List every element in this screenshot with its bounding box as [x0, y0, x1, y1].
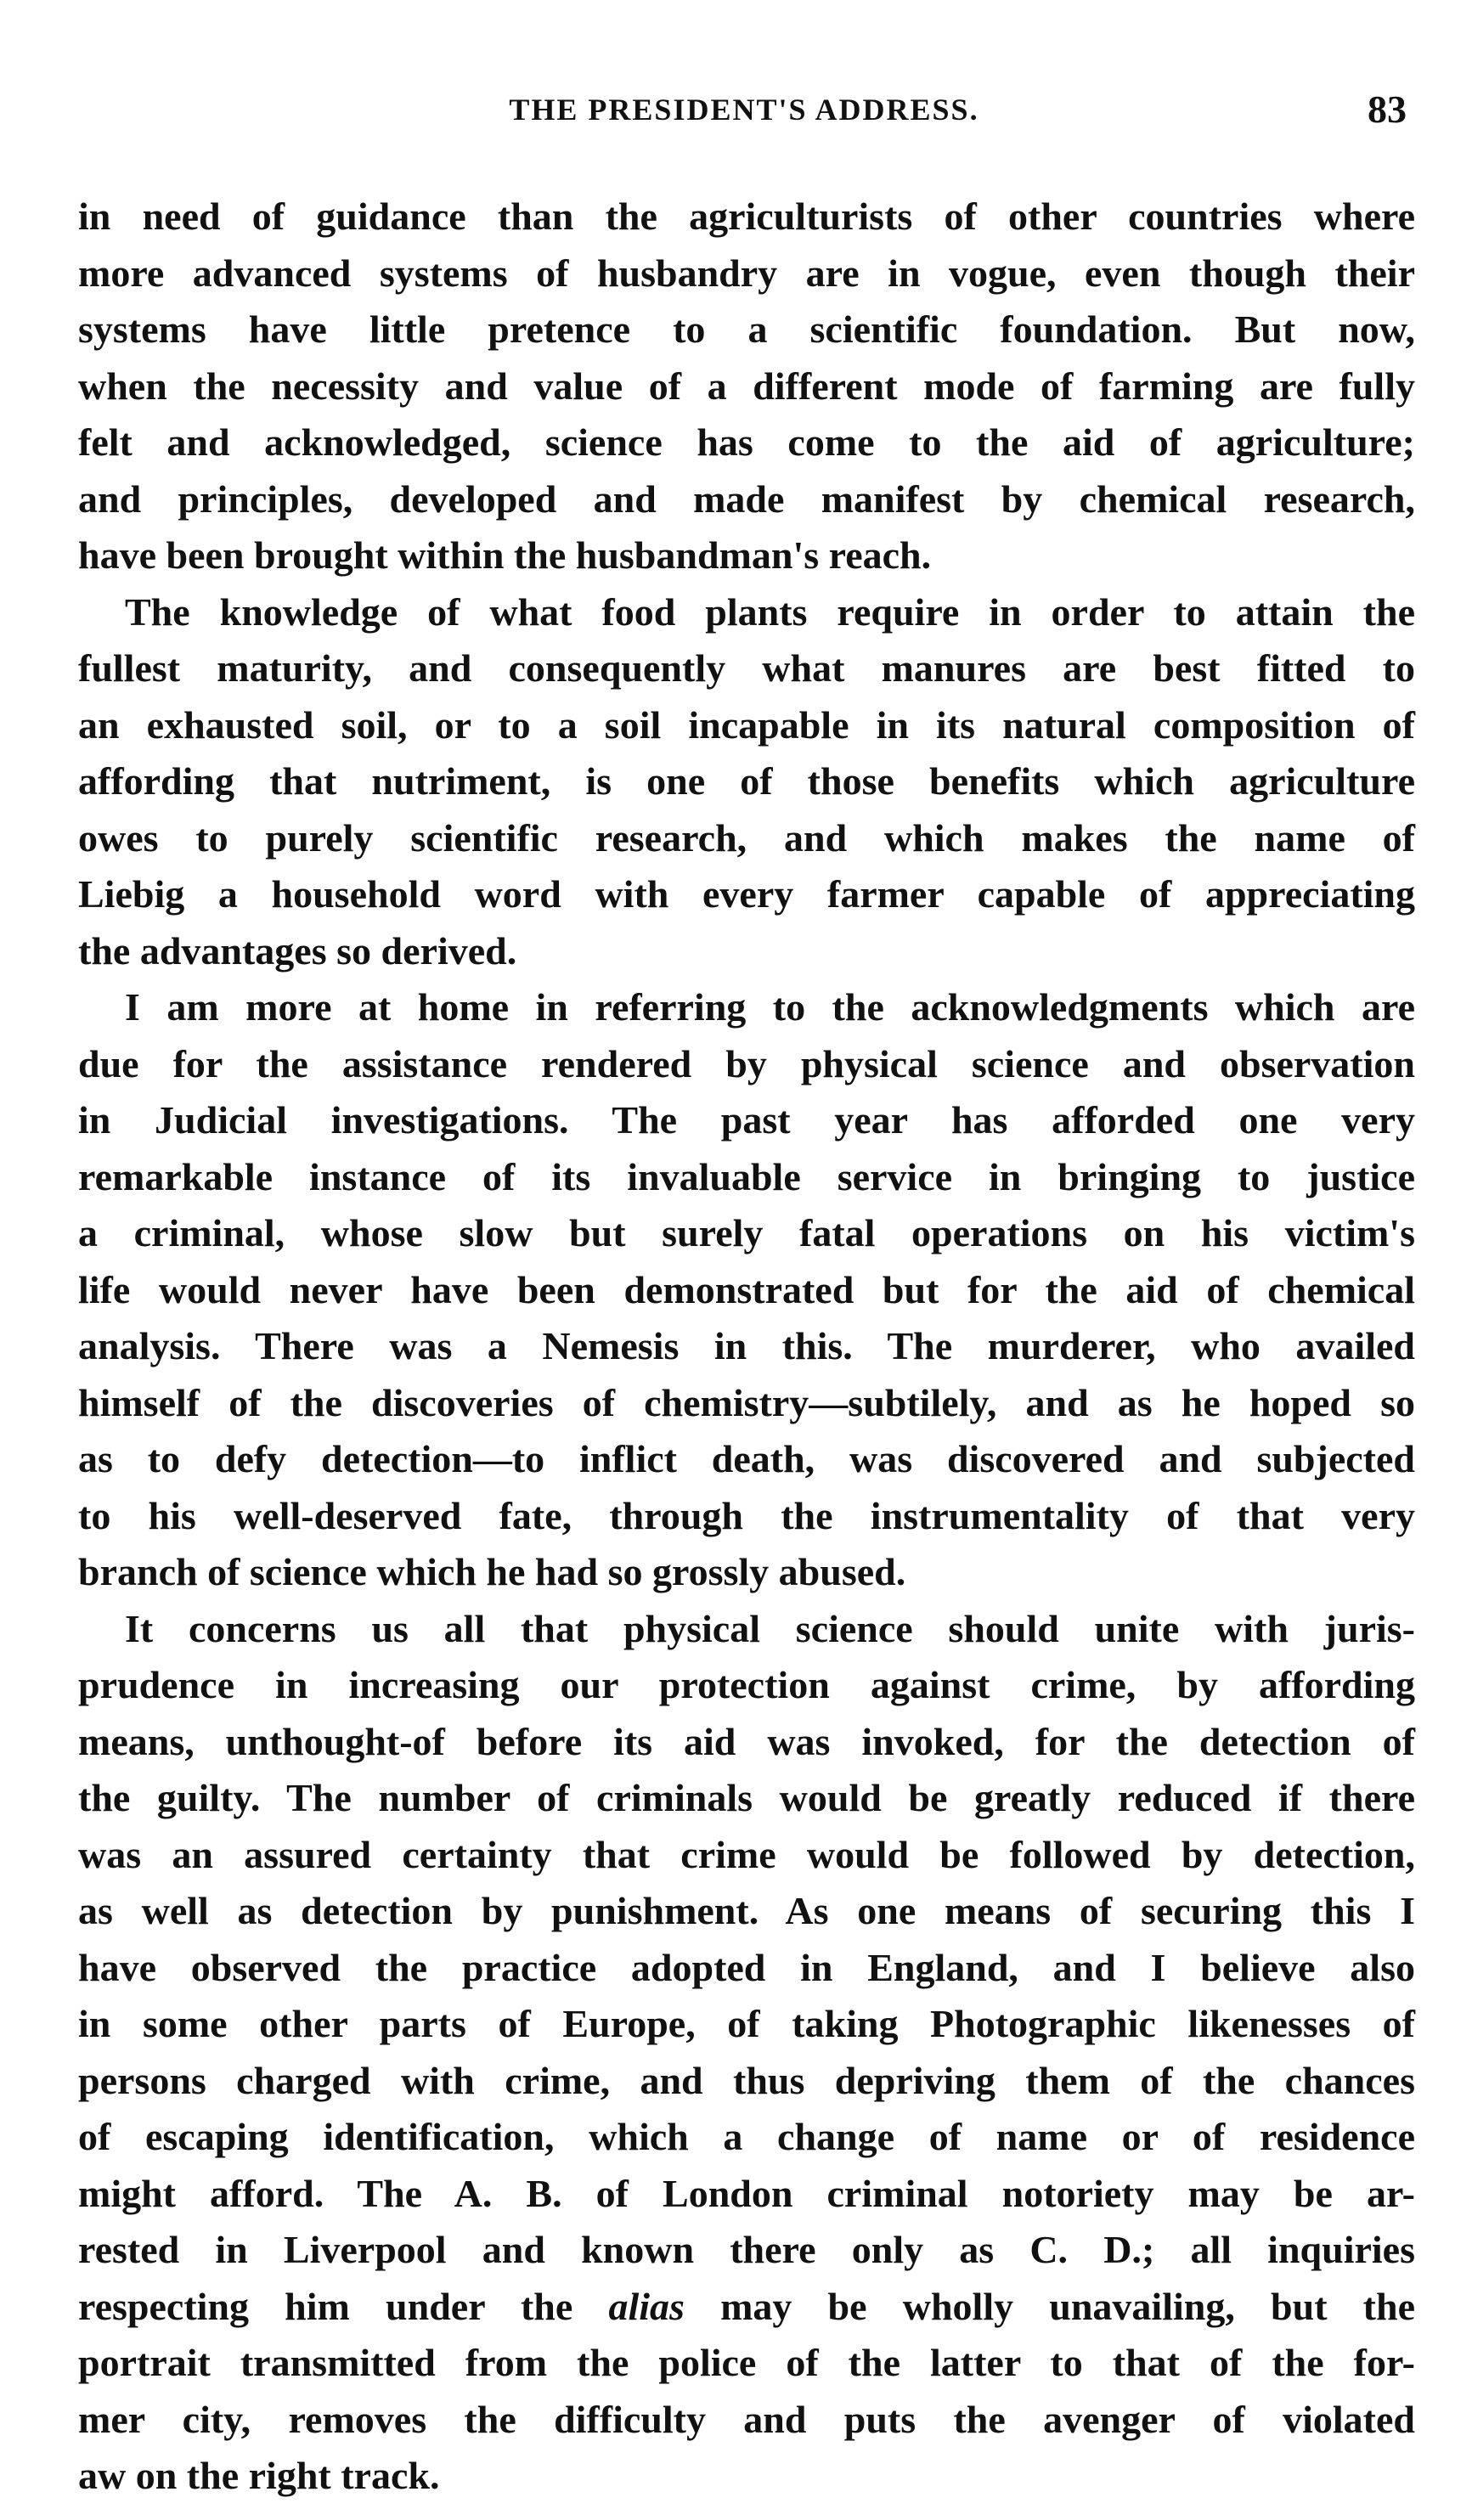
text-line: systems have little pretence to a scientific foundation. But now,	[78, 307, 1415, 351]
text-line: more advanced systems of husbandry are in vogue, even though their	[78, 251, 1415, 295]
text-line: fullest maturity, and consequently what manures are best fitted to	[78, 646, 1415, 690]
text-line: prudence in increasing our protection against crime, by affording	[78, 1663, 1415, 1706]
text-line: owes to purely scientific research, and which makes the name of	[78, 815, 1415, 860]
text-line: as to defy detection—to inflict death, was discovered and subjected	[78, 1437, 1415, 1480]
text-line: I am more at home in referring to the acknowledgments which are	[125, 985, 1415, 1029]
text-line: life would never have been demonstrated but for the aid of chemical	[78, 1267, 1415, 1311]
text-line: the advantages so derived.	[78, 928, 517, 972]
text-line: was an assured certainty that crime would be followed by detection,	[78, 1832, 1415, 1876]
text-line: means, unthought-of before its aid was invoked, for the detection of	[78, 1719, 1415, 1763]
text-line: when the necessity and value of a different mode of farming are fully	[78, 364, 1415, 408]
text-line: in some other parts of Europe, of taking Photographic likenesses of	[78, 2002, 1415, 2045]
text-line: portrait transmitted from the police of the latter to that of the for-	[78, 2341, 1415, 2384]
text-line: due for the assistance rendered by physical science and observation	[78, 1041, 1415, 1085]
page-header	[82, 87, 1407, 143]
text-line: have observed the practice adopted in England, and I believe also	[78, 1945, 1415, 1989]
paragraph-2	[78, 584, 1415, 980]
text-line: a criminal, whose slow but surely fatal operations on his victim's	[78, 1211, 1415, 1254]
text-line: persons charged with crime, and thus depriving them of the chances	[78, 2058, 1415, 2102]
text-line: The knowledge of what food plants require in order to attain the	[125, 589, 1415, 634]
text-line: remarkable instance of its invaluable service in bringing to justice	[78, 1154, 1415, 1198]
text-line: and principles, developed and made manifest by chemical research,	[78, 476, 1415, 521]
body-text	[78, 189, 1415, 2505]
text-line: in need of guidance than the agriculturists of other countries where	[78, 194, 1415, 238]
text-line: felt and acknowledged, science has come to the aid of agriculture;	[78, 420, 1415, 464]
text-line: of escaping identification, which a change of name or of residence	[78, 2115, 1415, 2158]
text-line: in Judicial investigations. The past year has afforded one very	[78, 1098, 1415, 1142]
text-line: the guilty. The number of criminals would be greatly reduced if there	[78, 1776, 1415, 1819]
text-line: himself of the discoveries of chemistry—subtilely, and as he hoped so	[78, 1380, 1415, 1424]
text-line: branch of science which he had so grossly abused.	[78, 1550, 906, 1593]
text-line: to his well-deserved fate, through the instrumentality of that very	[78, 1493, 1415, 1537]
text-line: might afford. The A. B. of London criminal notoriety may be ar-	[78, 2171, 1415, 2215]
page-number: 83	[1368, 87, 1407, 131]
text-line: analysis. There was a Nemesis in this. The murderer, who availed	[78, 1324, 1415, 1367]
text-line: as well as detection by punishment. As one means of securing this I	[78, 1889, 1415, 1932]
paragraph-1	[78, 189, 1415, 584]
text-line: aw on the right track.	[78, 2454, 440, 2497]
paragraph-3	[78, 979, 1415, 1601]
text-line: affording that nutriment, is one of those benefits which agriculture	[78, 759, 1415, 803]
text-line: Liebig a household word with every farmer capable of appreciating	[78, 872, 1415, 916]
text-line: have been brought within the husbandman's reach.	[78, 533, 932, 577]
text-line: rested in Liverpool and known there only as C. D.; all inquiries	[78, 2228, 1415, 2271]
running-head: THE PRESIDENT'S ADDRESS.	[509, 93, 979, 127]
text-line: an exhausted soil, or to a soil incapable in its natural composition of	[78, 702, 1415, 747]
text-line: mer city, removes the difficulty and puts the avenger of violated	[78, 2397, 1415, 2441]
paragraph-4	[78, 1601, 1415, 2505]
italic-word: alias	[608, 2284, 685, 2328]
text-line: respecting him under the alias may be wholly unavailing, but the	[78, 2284, 1415, 2328]
text-line: It concerns us all that physical science should unite with juris-	[125, 1606, 1415, 1650]
